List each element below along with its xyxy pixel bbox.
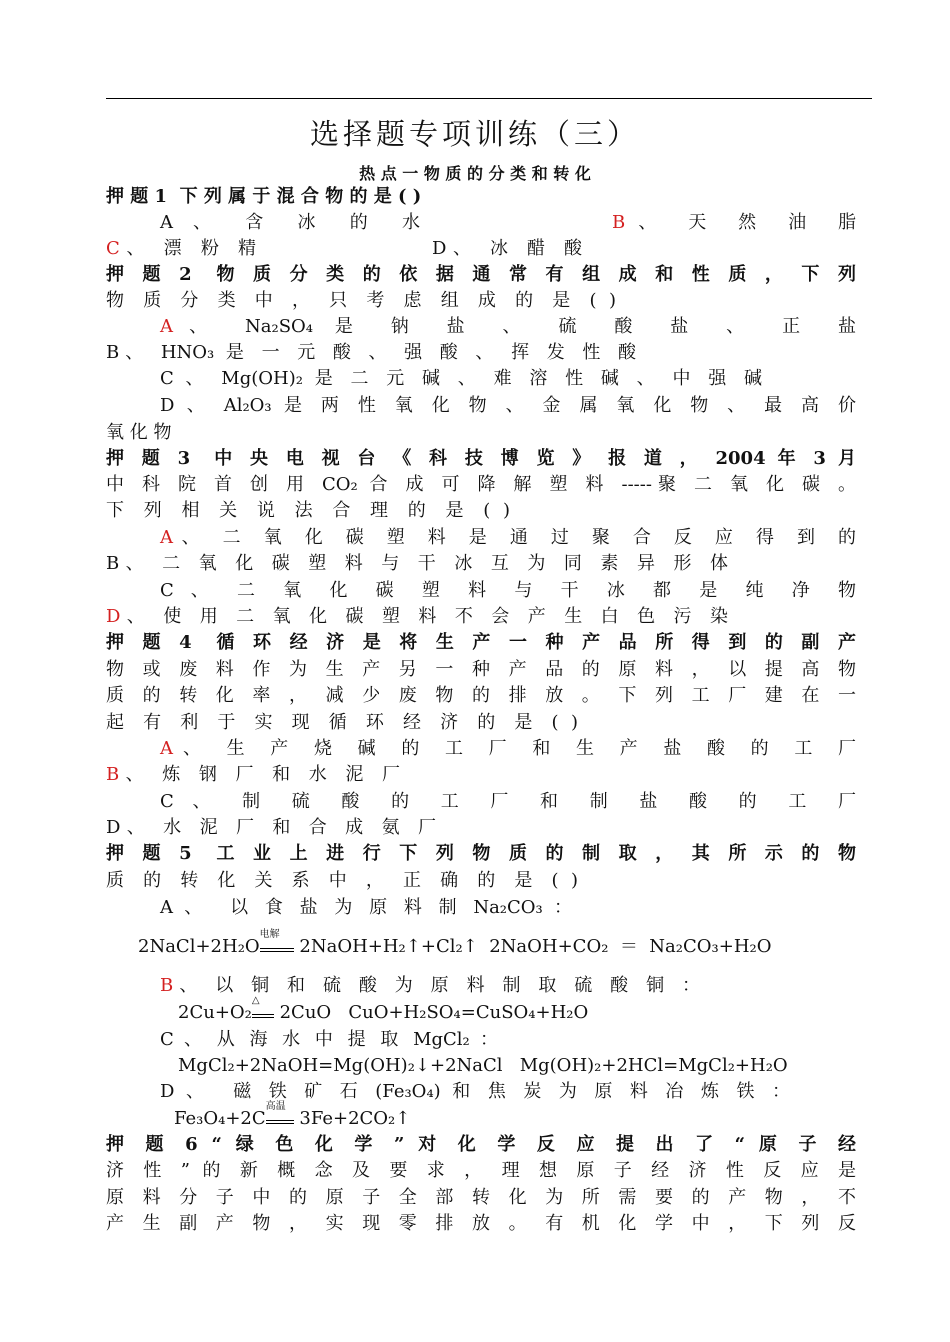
q3-option-a [160, 525, 856, 551]
q3-stem-line3: 下 列 相 关 说 法 合 理 的 是 ( ) [106, 500, 510, 521]
q1-option-c [106, 236, 256, 262]
q4-option-a-text: 、 生 产 烧 碱 的 工 厂 和 生 产 盐 酸 的 工 厂 [173, 738, 856, 759]
q2-option-b: B、 HNO₃ 是 一 元 酸 、 强 酸 、 挥 发 性 酸 [106, 342, 636, 363]
q3-option-a-letter: A [160, 527, 173, 548]
q2-option-d-line1: D 、 Al₂O₃ 是 两 性 氧 化 物 、 金 属 氧 化 物 、 最 高 价 [160, 395, 856, 416]
q3-option-a-text: 、 二 氧 化 碳 塑 料 是 通 过 聚 合 反 应 得 到 的 [173, 527, 856, 548]
q2-option-a-letter: A [160, 316, 173, 337]
q5-option-b [160, 973, 700, 999]
q1-option-a: A 、 含 冰 的 水 [160, 212, 420, 233]
q5-eq-d-right: 3Fe+2CO₂↑ [293, 1108, 411, 1129]
q3-option-d [106, 604, 728, 630]
q4-option-a-letter: A [160, 738, 173, 759]
q3-option-d-letter: D [106, 606, 121, 627]
q3-option-c: C 、 二 氧 化 碳 塑 料 与 干 冰 都 是 纯 净 物 [160, 580, 856, 601]
q5-eq-b-left: 2Cu+O₂ [178, 1002, 252, 1023]
q3-option-b: B、 二 氧 化 碳 塑 料 与 干 冰 互 为 同 素 异 形 体 [106, 553, 728, 574]
q3-stem-line1: 押 题 3 中 央 电 视 台 《 科 技 博 览 》 报 道 ， 2004 年 3 月 [106, 448, 856, 469]
q5-equation-c: MgCl₂+2NaOH=Mg(OH)₂↓+2NaCl Mg(OH)₂+2HCl=MgCl₂+H₂O [178, 1055, 788, 1076]
q5-stem-line2: 质 的 转 化 关 系 中 ， 正 确 的 是 ( ) [106, 870, 578, 891]
q3-option-d-text: 、 使 用 二 氧 化 碳 塑 料 不 会 产 生 白 色 污 染 [120, 606, 728, 627]
q5-equation-b [178, 995, 778, 1026]
q5-stem-line1: 押 题 5 工 业 上 进 行 下 列 物 质 的 制 取 ， 其 所 示 的 物 [106, 843, 856, 864]
q1-option-b-text: 、 天 然 油 脂 [625, 212, 856, 233]
section-heading: 热 点 一 物 质 的 分 类 和 转 化 [359, 164, 591, 183]
q2-option-a [160, 314, 856, 340]
q2-option-c: C 、 Mg(OH)₂ 是 二 元 碱 、 难 溶 性 碱 、 中 强 碱 [160, 368, 762, 389]
q4-option-c: C 、 制 硫 酸 的 工 厂 和 制 盐 酸 的 工 厂 [160, 791, 856, 812]
q4-option-b-letter: B [106, 764, 120, 785]
q4-option-d: D、 水 泥 厂 和 合 成 氨 厂 [106, 817, 436, 838]
q3-stem-line2: 中 科 院 首 创 用 CO₂ 合 成 可 降 解 塑 料 -----聚 二 氧 化 碳 。 [106, 474, 856, 495]
q5-eq-a-left: 2NaCl+2H₂O [138, 936, 260, 957]
q4-option-b [106, 762, 400, 788]
q5-eq-b-right: 2CuO CuO+H₂SO₄=CuSO₄+H₂O [273, 1002, 589, 1023]
q2-option-d-line2: 氧 化 物 [106, 422, 172, 443]
q6-stem-line3: 原 料 分 子 中 的 原 子 全 部 转 化 为 所 需 要 的 产 物 ， 不 [106, 1187, 856, 1208]
q5-eq-a-right: 2NaOH+H₂↑+Cl₂↑ 2NaOH+CO₂ ＝ Na₂CO₃+H₂O [293, 936, 772, 957]
q2-stem-line2: 物 质 分 类 中 ， 只 考 虑 组 成 的 是 ( ) [106, 290, 616, 311]
heat-arrow [251, 995, 274, 1018]
high-temp-arrow [265, 1101, 294, 1124]
q4-stem-line4: 起 有 利 于 实 现 循 环 经 济 的 是 ( ) [106, 712, 578, 733]
q5-option-b-letter: B [160, 975, 174, 996]
q5-option-d: D 、 磁 铁 矿 石 (Fe₃O₄) 和 焦 炭 为 原 料 冶 炼 铁 ： [160, 1081, 790, 1102]
q4-stem-line3: 质 的 转 化 率 ， 减 少 废 物 的 排 放 。 下 列 工 厂 建 在 一 [106, 685, 856, 706]
q4-option-b-text: 、 炼 钢 厂 和 水 泥 厂 [119, 764, 400, 785]
q1-option-b-letter: B [612, 212, 626, 233]
q1-option-b [612, 210, 856, 236]
q6-stem-line2: 济 性 ” 的 新 概 念 及 要 求 ， 理 想 原 子 经 济 性 反 应 是 [106, 1160, 856, 1181]
q5-eq-d-left: Fe₃O₄+2C [174, 1108, 266, 1129]
q1-stem: 押 题 1 下 列 属 于 混 合 物 的 是 ( ) [106, 186, 422, 207]
q1-option-c-letter: C [106, 238, 120, 259]
q5-option-b-text: 、 以 铜 和 硫 酸 为 原 料 制 取 硫 酸 铜 ： [173, 975, 700, 996]
q1-option-d: D、 冰 醋 酸 [432, 238, 582, 259]
electrolysis-arrow [259, 929, 294, 952]
q4-option-a [160, 736, 856, 762]
page-title: 选择题专项训练（三） [309, 117, 640, 151]
q2-option-a-text: 、 Na₂SO₄ 是 钠 盐 、 硫 酸 盐 、 正 盐 [173, 316, 856, 337]
q4-stem-line1: 押 题 4 循 环 经 济 是 将 生 产 一 种 产 品 所 得 到 的 副 产 [106, 632, 856, 653]
high-temp-condition: 高温 [265, 1101, 286, 1112]
q6-stem-line1: 押 题 6 “ 绿 色 化 学 ” 对 化 学 反 应 提 出 了 “ 原 子 经 [106, 1134, 856, 1155]
heat-condition: △ [251, 995, 260, 1006]
q2-stem-line1 [106, 262, 856, 288]
header-rule [106, 98, 872, 99]
q5-option-a: A 、 以 食 盐 为 原 料 制 Na₂CO₃ ： [160, 897, 572, 918]
electrolysis-condition: 电解 [259, 929, 280, 940]
q5-equation-a [138, 929, 838, 960]
q6-stem-line4: 产 生 副 产 物 ， 实 现 零 排 放 。 有 机 化 学 中 ， 下 列 反 [106, 1213, 856, 1234]
q1-option-c-text: 、 漂 粉 精 [119, 238, 256, 259]
q4-stem-line2: 物 或 废 料 作 为 生 产 另 一 种 产 品 的 原 料 ， 以 提 高 物 [106, 659, 856, 680]
q5-equation-d [174, 1101, 574, 1132]
q2-stem-text: 押 题 2 物 质 分 类 的 依 据 通 常 有 组 成 和 性 质 ， 下 列 [106, 264, 856, 285]
q5-option-c: C 、 从 海 水 中 提 取 MgCl₂ ： [160, 1029, 498, 1050]
